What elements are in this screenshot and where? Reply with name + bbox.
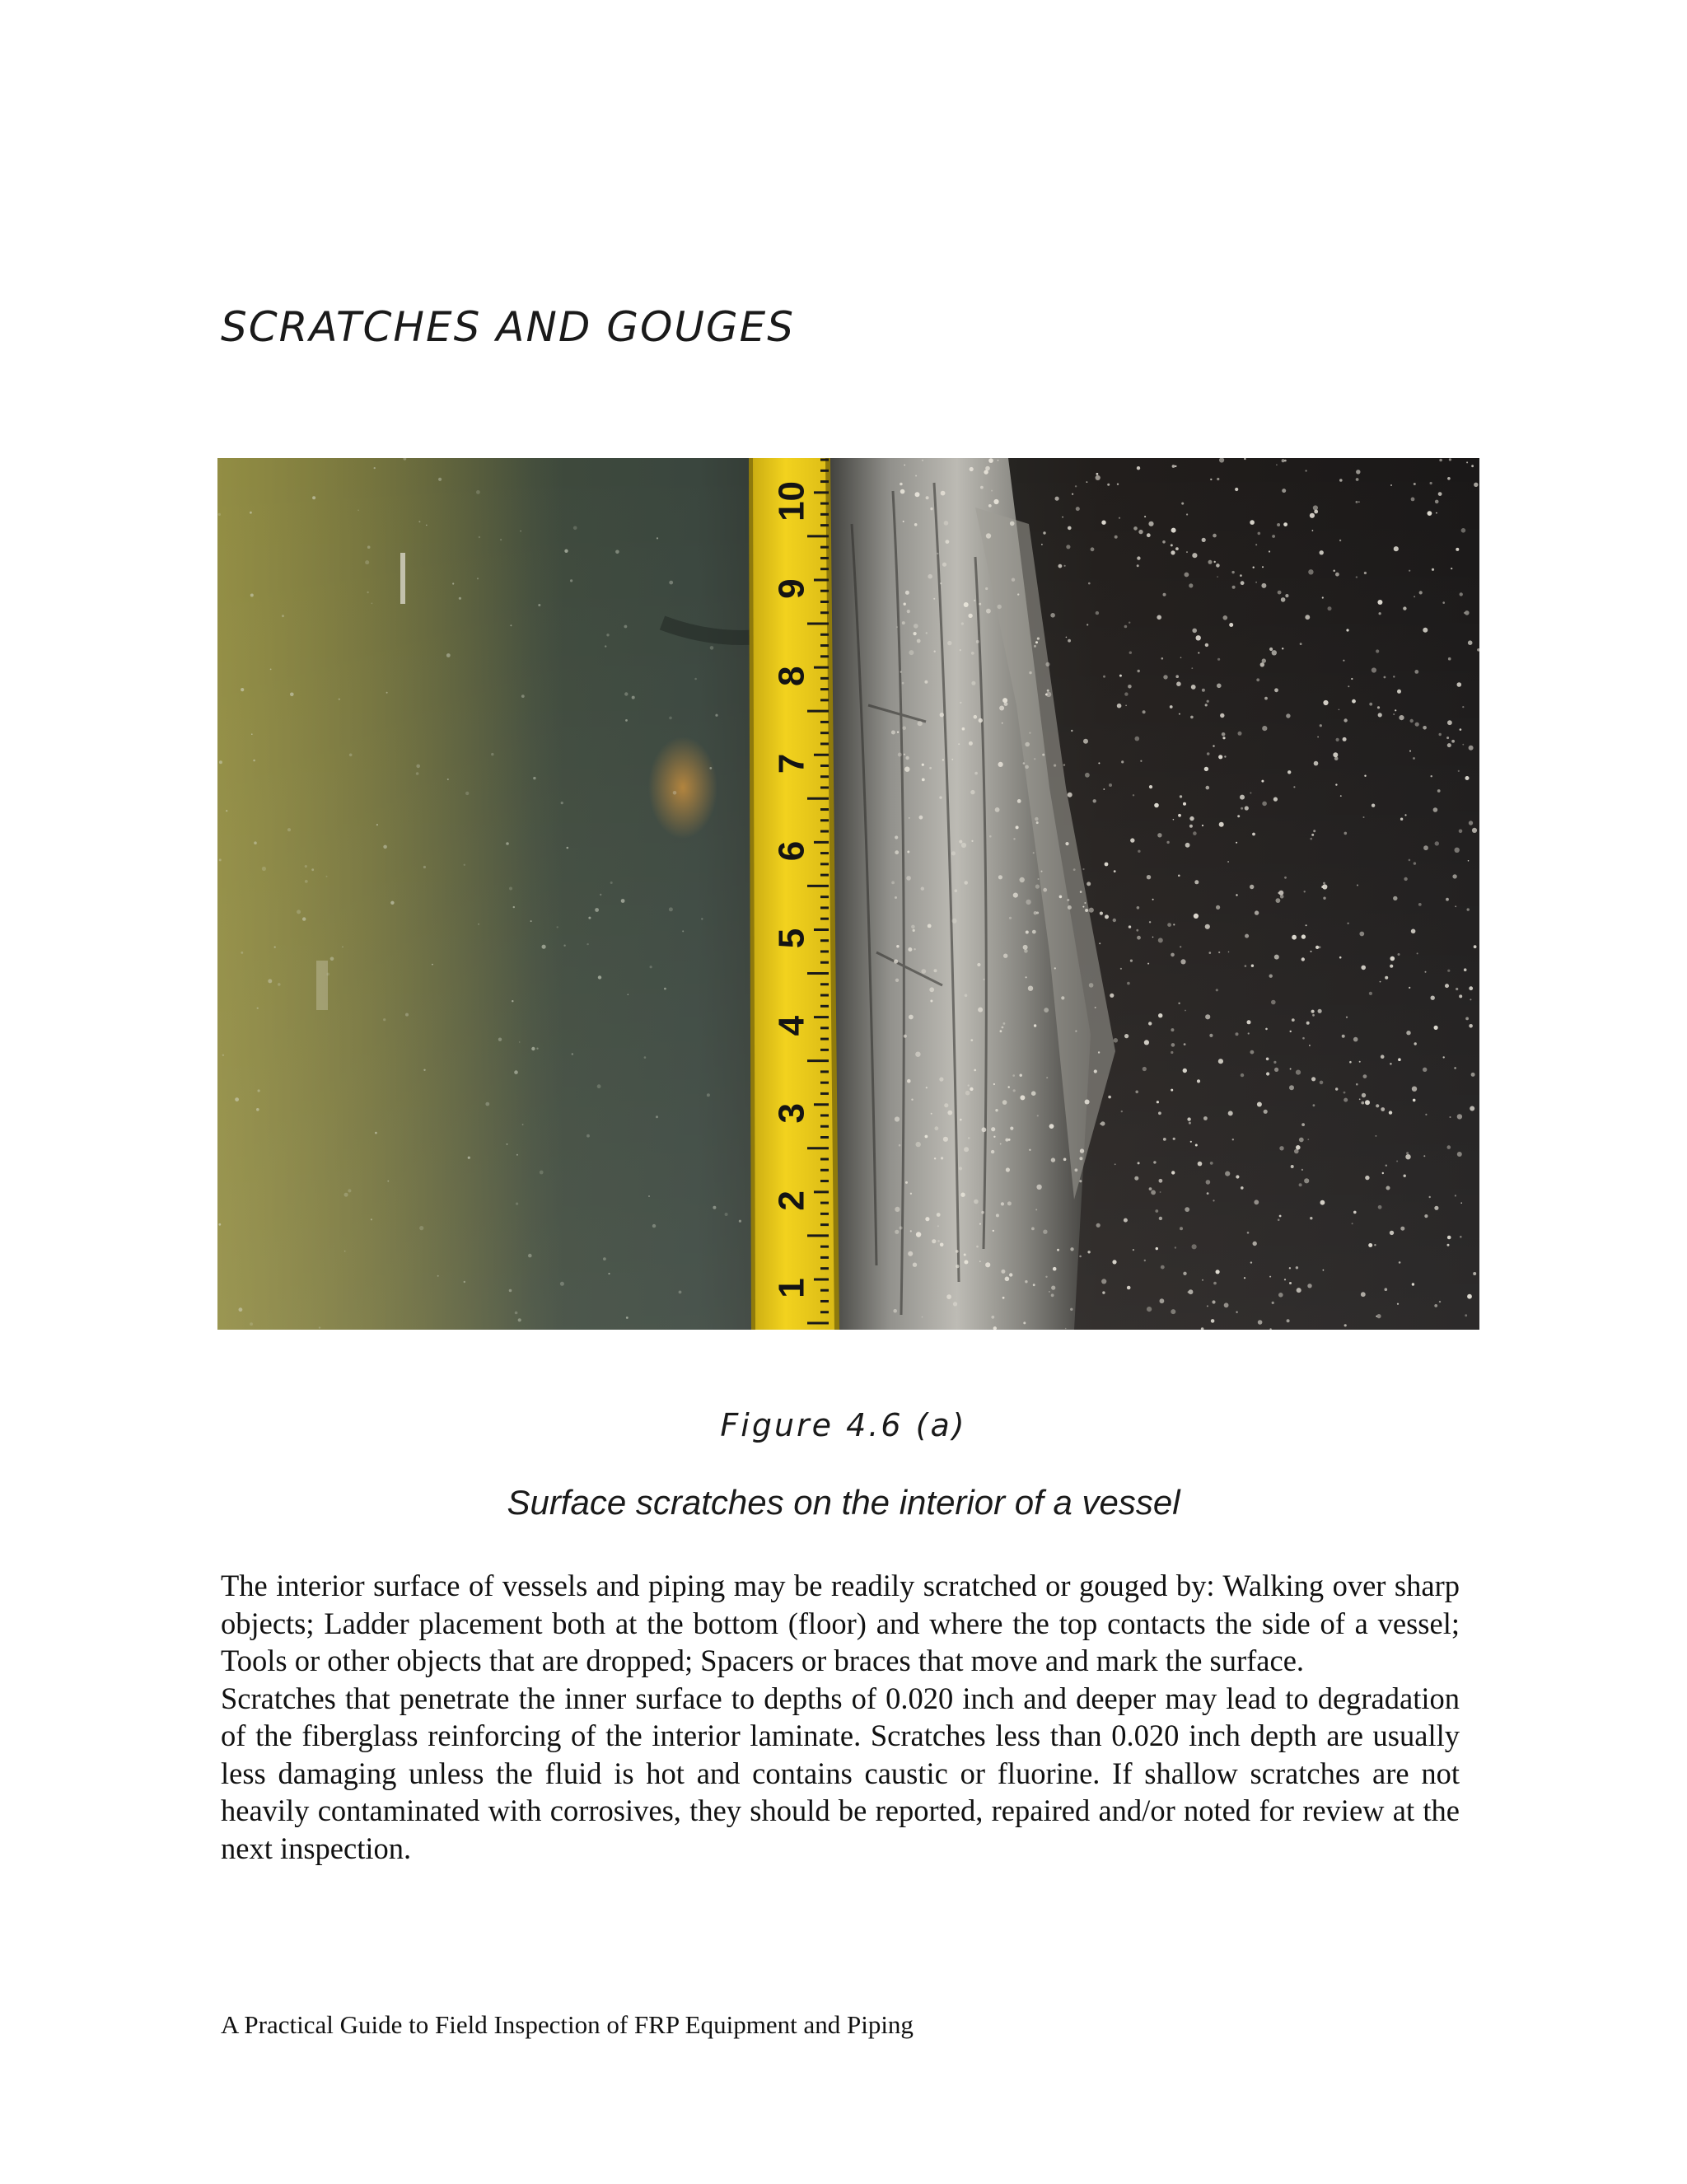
- page-footer: A Practical Guide to Field Inspection of FRP Equipment and Piping: [221, 2010, 914, 2039]
- tape-label: 9: [771, 578, 812, 599]
- tape-label: 1: [771, 1278, 812, 1298]
- figure-number: Figure 4.6 (a): [720, 1407, 967, 1443]
- tape-label: 10: [771, 480, 812, 521]
- page-title: SCRATCHES AND GOUGES: [221, 303, 796, 351]
- tape-label: 3: [771, 1103, 812, 1124]
- figure-photo: [217, 458, 1479, 1330]
- body-text: [221, 1567, 1460, 1867]
- tape-label: 2: [771, 1190, 812, 1211]
- paragraph-causes: The interior surface of vessels and piping may be readily scratched or gouged by: Walking over sharp objects; Ladder placement both at the bottom (floor) and where the top contacts the side of a vessel; Tools or other objects that are dropped; Spacers or braces that move and mark the surface.: [221, 1569, 1460, 1677]
- paragraph-depth: Scratches that penetrate the inner surface to depths of 0.020 inch and deeper may lead to degradation of the fiberglass reinforcing of the interior laminate. Scratches less than 0.020 inch depth are usually less damaging unless the fluid is hot and contains caustic or fluorine. If shallow scratches are not heavily contaminated with corrosives, they should be reported, repaired and/or noted for review at the next inspection.: [221, 1681, 1460, 1865]
- figure-caption: Surface scratches on the interior of a vessel: [507, 1483, 1180, 1522]
- tape-label: 4: [771, 1015, 812, 1036]
- tape-label: 7: [771, 753, 812, 774]
- tape-label: 6: [771, 840, 812, 862]
- tape-label: 5: [771, 928, 812, 949]
- tape-label: 8: [771, 666, 812, 686]
